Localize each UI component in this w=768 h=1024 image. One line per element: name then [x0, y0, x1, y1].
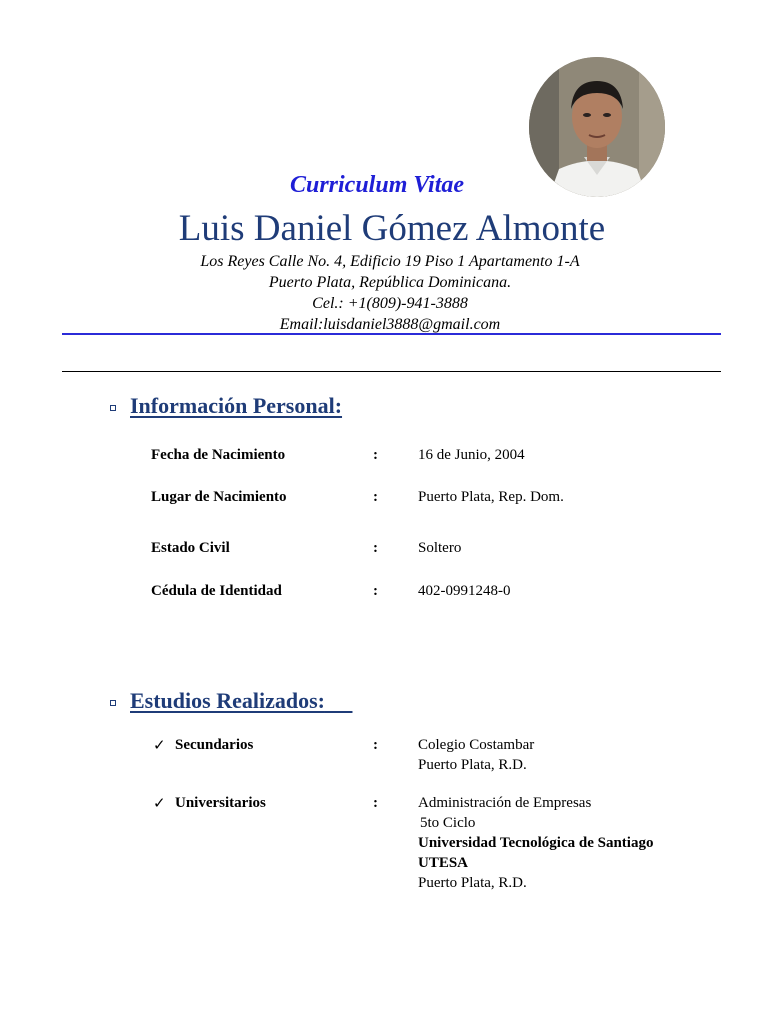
- study-label: Secundarios: [175, 737, 254, 753]
- info-value: Soltero: [418, 540, 462, 556]
- study-detail-line: Colegio Costambar: [418, 737, 535, 753]
- study-detail-line: Administración de Empresas: [418, 795, 592, 811]
- study-detail-line: 5to Ciclo: [420, 815, 476, 831]
- info-colon: :: [373, 489, 378, 505]
- study-detail-line: UTESA: [418, 855, 469, 871]
- document-type-title: Curriculum Vitae: [289, 172, 465, 198]
- checkmark-icon: ✓: [153, 794, 166, 812]
- person-name: Luis Daniel Gómez Almonte: [178, 208, 606, 249]
- info-value: Puerto Plata, Rep. Dom.: [418, 489, 564, 505]
- section-personal-info: [110, 393, 342, 419]
- info-value: 16 de Junio, 2004: [418, 447, 525, 463]
- checkmark-icon: ✓: [153, 736, 166, 754]
- study-detail-line: Universidad Tecnológica de Santiago: [418, 835, 654, 851]
- address-line-2: Puerto Plata, República Dominicana.: [268, 274, 512, 291]
- header-divider-black: [62, 371, 721, 372]
- phone-number: Cel.: +1(809)-941-3888: [312, 295, 468, 312]
- info-label: Fecha de Nacimiento: [151, 447, 286, 463]
- email-address[interactable]: Email:luisdaniel3888@gmail.com: [279, 316, 501, 333]
- section-title: Información Personal:: [130, 393, 343, 418]
- info-value: 402-0991248-0: [418, 583, 511, 599]
- header-divider-blue: [62, 333, 721, 335]
- square-bullet-icon: [110, 405, 116, 411]
- study-detail-line: Puerto Plata, R.D.: [418, 875, 527, 891]
- section-title: Estudios Realizados:: [130, 688, 325, 713]
- section-studies: [110, 688, 352, 714]
- info-colon: :: [373, 540, 378, 556]
- address-line-1: Los Reyes Calle No. 4, Edificio 19 Piso 1 Apartamento 1-A: [200, 253, 580, 270]
- info-label: Lugar de Nacimiento: [151, 489, 287, 505]
- info-colon: :: [373, 447, 378, 463]
- square-bullet-icon: [110, 700, 116, 706]
- info-colon: :: [373, 583, 378, 599]
- study-label: Universitarios: [175, 795, 266, 811]
- study-colon: :: [373, 795, 378, 811]
- study-details: [418, 793, 653, 893]
- info-label: Cédula de Identidad: [151, 583, 282, 599]
- study-details: [418, 735, 534, 775]
- info-label: Estado Civil: [151, 540, 230, 556]
- study-detail-line: Puerto Plata, R.D.: [418, 757, 527, 773]
- study-colon: :: [373, 737, 378, 753]
